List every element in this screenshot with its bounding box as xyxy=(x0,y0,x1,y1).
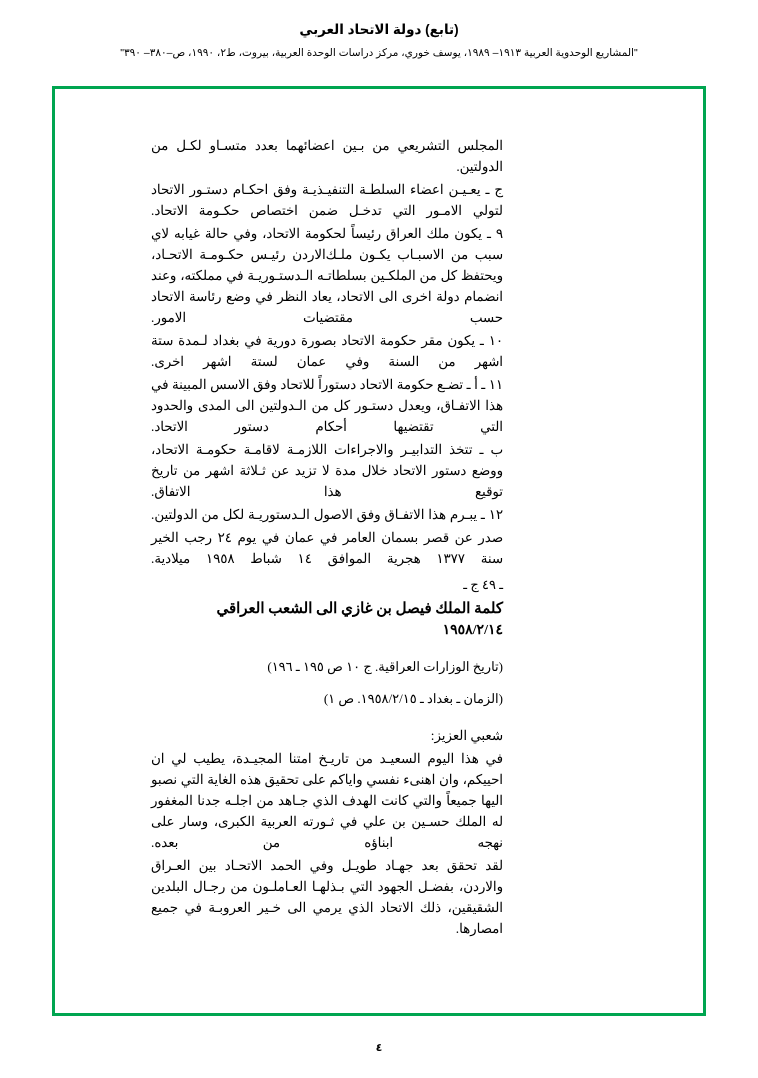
speech-title: كلمة الملك فيصل بن غازي الى الشعب العراقي xyxy=(216,600,503,617)
body-paragraph: ١٢ ـ يبـرم هذا الاتفـاق وفق الاصول الـدستوريـة لكل من الدولتين. xyxy=(151,507,503,522)
page-title: (تابع) دولة الاتحاد العربي xyxy=(299,22,459,37)
body-paragraph: صدر عن قصر بسمان العامر في عمان في يوم ٢٤ رجب الخير سنة ١٣٧٧ هجرية الموافق ١٤ شباط ١٩٥٨ ميلادية. xyxy=(151,530,504,566)
body-paragraph: ج ـ يعـيـن اعضاء السلطـة التنفيـذيـة وفق احكـام دستـور الاتحاد لتولي الامـور التي تدخـل ضمن اختصاص حكـومة الاتحاد. xyxy=(151,182,503,218)
body-paragraph: ١٠ ـ يكون مقر حكومة الاتحاد بصورة دورية في بغداد لـمدة ستة اشهر من السنة وفي عمان لستة اشهر اخرى. xyxy=(151,333,503,369)
section-separator: ـ ٤٩ ج ـ xyxy=(463,577,503,592)
speech-paragraph: لقد تحقق بعد جهـاد طويـل وفي الحمد الاتحـاد بين العـراق والاردن، بفضـل الجهود التي بـذلهـا العـاملـون من رجـال البلدين الشقيقين، ذلك الاتحاد الذي يرمي الى خـير العروبـة في جميع امصارها. xyxy=(151,858,503,937)
page-number: ٤ xyxy=(375,1042,383,1054)
speech-paragraph: في هذا اليوم السعيـد من تاريـخ امتنا المجيـدة، يطيب لي ان احييكم، وان اهنىء نفسي واياكم على تحقيق هذه الغاية التي نصبو اليها جميعاً والتي كانت الهدف الذي جـاهد من اجلـه جدنا المغفور له الملك حسـين بن علي في ثـورته العربية الكبرى، وسار على نهجه ابناؤه من بعده. xyxy=(151,751,503,851)
source-citation: "المشاريع الوحدوية العربية ١٩١٣– ١٩٨٩، يوسف خوري، مركز دراسات الوحدة العربية، بيروت، ط٢، ١٩٩٠، ص–٣٨٠– ٣٩٠" xyxy=(120,47,638,59)
body-paragraph: المجلس التشريعي من بـين اعضائهما بعدد متسـاو لكـل من الدولتين. xyxy=(151,138,503,174)
salutation: شعبي العزيز: xyxy=(430,728,503,744)
reference-line: (تاريخ الوزارات العراقية. ج ١٠ ص ١٩٥ ـ ١٩٦) xyxy=(267,659,503,675)
content-frame-inner xyxy=(55,89,703,1013)
document-header xyxy=(0,0,758,59)
body-paragraph: ١١ ـ أ ـ تضـع حكومة الاتحاد دستوراً للاتحاد وفق الاسس المبينة في هذا الاتفـاق، ويعدل دستـور كل من الـدولتين الى المدى والحدود التي تقتضيها أحكام دستور الاتحاد. xyxy=(151,377,503,434)
speech-date: ١٩٥٨/٢/١٤ xyxy=(442,623,503,639)
spacer xyxy=(151,709,503,725)
reference-line: (الزمان ـ بغداد ـ ١٩٥٨/٢/١٥. ص ١) xyxy=(323,690,503,706)
body-paragraph: ٩ ـ يكون ملك العراق رئيساً لحكومة الاتحاد، وفي حالة غيابه لاي سبب من الاسبـاب يكـون ملـك‌الاردن رئيـس حكـومـة الاتحـاد، ويحتفظ كل من الملكـين بسلطاتـه الـدستـوريـة في مملكته، وعند انضمام دولة اخرى الى الاتحاد، يعاد النظر في وضع رئاسة الاتحاد حسب مقتضيات الامور. xyxy=(151,226,503,325)
content-frame xyxy=(52,86,706,1016)
body-paragraph: ب ـ تتخذ التدابيـر والاجراءات اللازمـة لاقامـة حكومـة الاتحاد، ووضع دستور الاتحاد خلال مدة لا تزيد عن ثـلاثة اشهر من تاريخ توقيع هذا الاتفاق. xyxy=(151,442,503,499)
document-body xyxy=(151,135,503,939)
